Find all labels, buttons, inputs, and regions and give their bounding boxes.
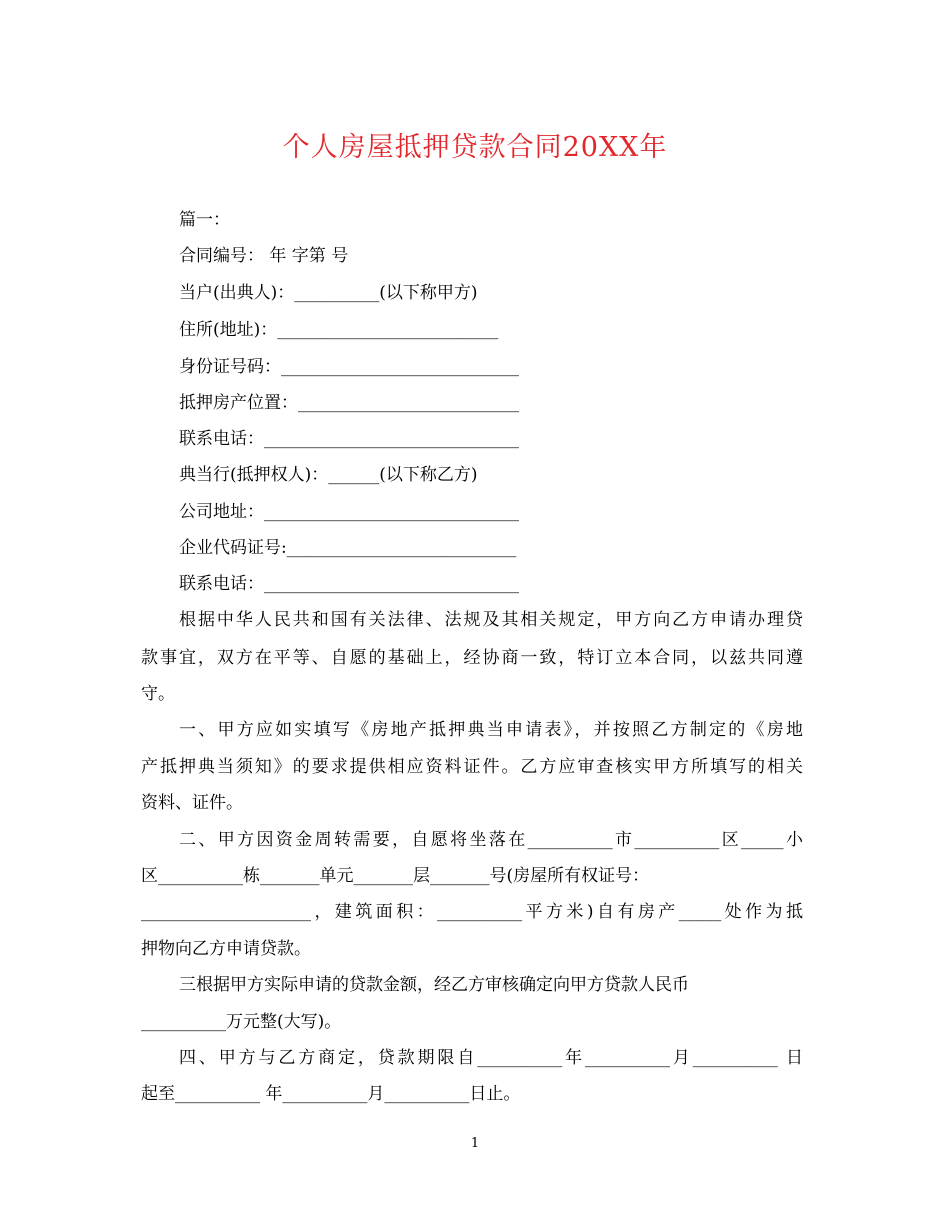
- paragraph-line: 起至__________ 年__________月__________日止。: [141, 1084, 521, 1104]
- paragraph-line: 资料、证件。: [141, 793, 243, 813]
- paragraph-line: ____________________，建筑面积：__________平方米)自有房产_____处作为抵: [141, 902, 803, 922]
- paragraph-line: 二、甲方因资金周转需要，自愿将坐落在__________市__________区_____小: [179, 830, 803, 850]
- paragraph-line: 根据中华人民共和国有关法律、法规及其相关规定，甲方向乙方申请办理贷: [179, 610, 803, 630]
- pawnshop-field: 典当行(抵押权人)：______(以下称乙方): [179, 465, 478, 485]
- paragraph-line: __________万元整(大写)。: [141, 1012, 342, 1032]
- paragraph-line: 一、甲方应如实填写《房地产抵押典当申请表》，并按照乙方制定的《房地: [179, 720, 803, 740]
- document-title: 个人房屋抵押贷款合同20XX年: [282, 132, 668, 163]
- paragraph-line: 区__________栋_______单元_______层_______号(房屋所有权证号：: [141, 866, 650, 886]
- paragraph-line: 守。: [141, 684, 175, 704]
- id-number-field: 身份证号码：____________________________: [179, 357, 519, 377]
- paragraph-line: 产抵押典当须知》的要求提供相应资料证件。乙方应审查核实甲方所填写的相关: [141, 757, 803, 777]
- paragraph-line: 款事宜，双方在平等、自愿的基础上，经协商一致，特订立本合同，以兹共同遵: [141, 648, 803, 668]
- section-heading: 篇一：: [179, 210, 230, 230]
- pawner-field: 当户(出典人)：__________(以下称甲方): [179, 283, 478, 303]
- paragraph-line: 押物向乙方申请贷款。: [141, 939, 311, 959]
- page-number: 1: [470, 1136, 480, 1151]
- paragraph-line: 四、甲方与乙方商定，贷款期限自__________年__________月__________ 日: [179, 1048, 803, 1068]
- address-field: 住所(地址)：__________________________: [179, 320, 499, 340]
- contract-number-field: 合同编号： 年 字第 号: [179, 246, 349, 266]
- property-location-field: 抵押房产位置：__________________________: [179, 393, 519, 413]
- enterprise-code-field: 企业代码证号:___________________________: [179, 538, 517, 558]
- phone-field: 联系电话：______________________________: [179, 429, 519, 449]
- company-phone-field: 联系电话：______________________________: [179, 574, 519, 594]
- company-address-field: 公司地址：______________________________: [179, 502, 519, 522]
- paragraph-line: 三根据甲方实际申请的贷款金额，经乙方审核确定向甲方贷款人民币: [179, 975, 689, 995]
